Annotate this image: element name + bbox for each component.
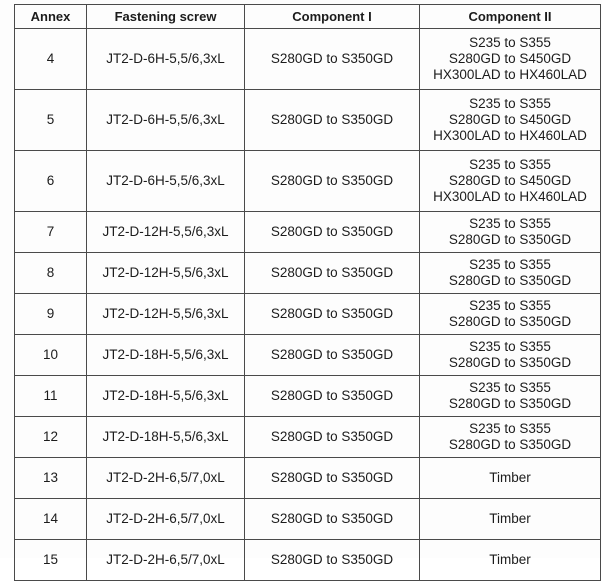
component-2-cell — [420, 499, 601, 540]
component-2-line: HX300LAD to HX460LAD — [433, 128, 587, 143]
component-2-line: S235 to S355 — [469, 421, 551, 436]
table-row — [15, 499, 601, 540]
table-row — [15, 376, 601, 417]
table-row — [15, 540, 601, 581]
screw-cell: JT2-D-2H-6,5/7,0xL — [87, 540, 245, 581]
component-2-cell — [420, 417, 601, 458]
component-2-line: S280GD to S350GD — [448, 232, 572, 247]
component-2-line: S280GD to S450GD — [448, 112, 572, 127]
component-2-line: S280GD to S350GD — [448, 355, 572, 370]
annex-cell: 12 — [15, 417, 87, 458]
component-2-line: S235 to S355 — [469, 96, 551, 111]
component-2-cell — [420, 90, 601, 151]
component-2-cell — [420, 151, 601, 212]
component-2-cell — [420, 376, 601, 417]
component-2-cell — [420, 253, 601, 294]
component-1-cell: S280GD to S350GD — [245, 294, 420, 335]
component-1-cell: S280GD to S350GD — [245, 376, 420, 417]
component-2-line: S235 to S355 — [469, 157, 551, 172]
component-1-cell: S280GD to S350GD — [245, 417, 420, 458]
component-1-cell: S280GD to S350GD — [245, 212, 420, 253]
component-2-cell — [420, 540, 601, 581]
screw-cell: JT2-D-6H-5,5/6,3xL — [87, 29, 245, 90]
component-2-line: S235 to S355 — [469, 298, 551, 313]
component-1-cell: S280GD to S350GD — [245, 458, 420, 499]
table-row — [15, 90, 601, 151]
component-2-line: S235 to S355 — [469, 216, 551, 231]
component-2-line: S280GD to S350GD — [448, 273, 572, 288]
component-1-cell: S280GD to S350GD — [245, 151, 420, 212]
table-row — [15, 294, 601, 335]
component-2-line: Timber — [489, 552, 531, 567]
component-1-cell: S280GD to S350GD — [245, 499, 420, 540]
annex-cell: 6 — [15, 151, 87, 212]
component-1-cell: S280GD to S350GD — [245, 29, 420, 90]
header-annex: Annex — [15, 5, 87, 29]
component-2-line: S235 to S355 — [469, 339, 551, 354]
annex-cell: 10 — [15, 335, 87, 376]
screw-cell: JT2-D-12H-5,5/6,3xL — [87, 253, 245, 294]
table-row — [15, 151, 601, 212]
fastening-table — [14, 4, 601, 581]
screw-cell: JT2-D-6H-5,5/6,3xL — [87, 151, 245, 212]
component-2-cell — [420, 294, 601, 335]
component-1-cell: S280GD to S350GD — [245, 253, 420, 294]
component-2-line: S235 to S355 — [469, 257, 551, 272]
table-row — [15, 335, 601, 376]
component-2-cell — [420, 29, 601, 90]
annex-cell: 5 — [15, 90, 87, 151]
screw-cell: JT2-D-2H-6,5/7,0xL — [87, 499, 245, 540]
table-row — [15, 212, 601, 253]
table-header-row — [15, 5, 601, 29]
annex-cell: 4 — [15, 29, 87, 90]
component-2-line: S235 to S355 — [469, 35, 551, 50]
screw-cell: JT2-D-2H-6,5/7,0xL — [87, 458, 245, 499]
component-2-line: S235 to S355 — [469, 380, 551, 395]
component-2-line: HX300LAD to HX460LAD — [433, 67, 587, 82]
component-2-line: S280GD to S450GD — [448, 173, 572, 188]
table-row — [15, 29, 601, 90]
screw-cell: JT2-D-12H-5,5/6,3xL — [87, 294, 245, 335]
component-2-line: HX300LAD to HX460LAD — [433, 189, 587, 204]
annex-cell: 14 — [15, 499, 87, 540]
component-2-line: Timber — [489, 511, 531, 526]
annex-cell: 15 — [15, 540, 87, 581]
annex-cell: 13 — [15, 458, 87, 499]
screw-cell: JT2-D-6H-5,5/6,3xL — [87, 90, 245, 151]
annex-cell: 11 — [15, 376, 87, 417]
component-2-cell — [420, 335, 601, 376]
component-2-line: S280GD to S350GD — [448, 437, 572, 452]
component-1-cell: S280GD to S350GD — [245, 335, 420, 376]
annex-cell: 8 — [15, 253, 87, 294]
screw-cell: JT2-D-12H-5,5/6,3xL — [87, 212, 245, 253]
annex-cell: 9 — [15, 294, 87, 335]
annex-cell: 7 — [15, 212, 87, 253]
header-fastening-screw: Fastening screw — [87, 5, 245, 29]
component-2-line: S280GD to S350GD — [448, 314, 572, 329]
table-row — [15, 417, 601, 458]
component-2-line: S280GD to S350GD — [448, 396, 572, 411]
component-1-cell: S280GD to S350GD — [245, 90, 420, 151]
screw-cell: JT2-D-18H-5,5/6,3xL — [87, 417, 245, 458]
table-row — [15, 458, 601, 499]
screw-cell: JT2-D-18H-5,5/6,3xL — [87, 376, 245, 417]
header-component-2: Component II — [420, 5, 601, 29]
table-row — [15, 253, 601, 294]
component-1-cell: S280GD to S350GD — [245, 540, 420, 581]
table-body — [15, 29, 601, 581]
component-2-line: Timber — [489, 470, 531, 485]
component-2-cell — [420, 458, 601, 499]
header-component-1: Component I — [245, 5, 420, 29]
screw-cell: JT2-D-18H-5,5/6,3xL — [87, 335, 245, 376]
component-2-cell — [420, 212, 601, 253]
component-2-line: S280GD to S450GD — [448, 51, 572, 66]
